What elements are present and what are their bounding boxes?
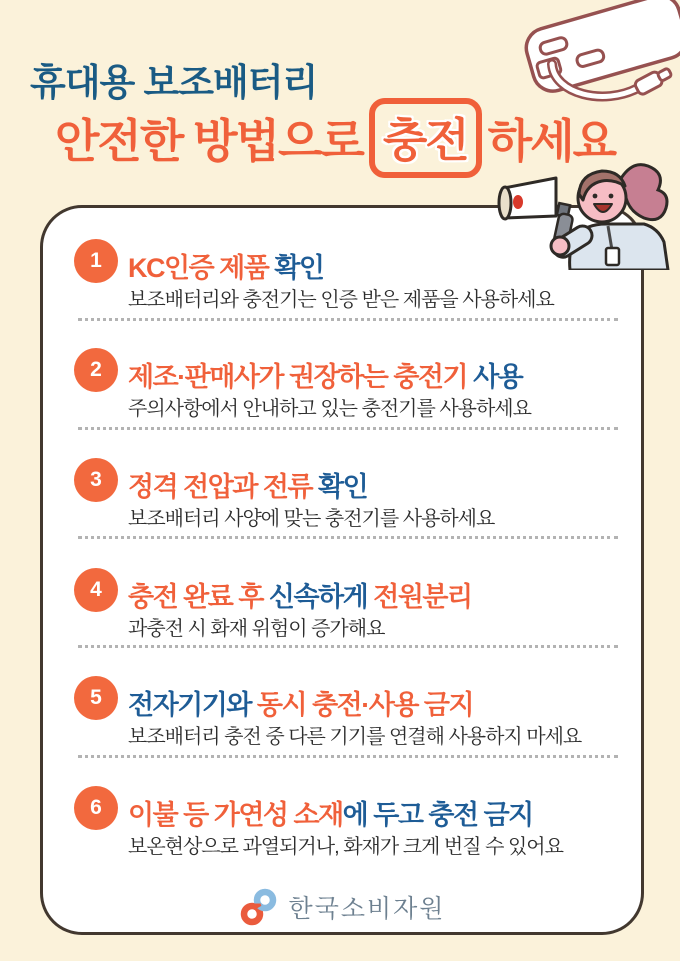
tips-card [40, 205, 644, 935]
dotted-divider [78, 645, 618, 648]
subtitle-boxed-word: 충전 [369, 98, 482, 178]
tip-item-5 [43, 683, 641, 755]
item-title-part: 동시 충전·사용 금지 [256, 690, 474, 720]
item-number-badge: 5 [74, 676, 118, 720]
item-description: 주의사항에서 안내하고 있는 충전기를 사용하세요 [128, 398, 531, 420]
item-title [128, 575, 472, 614]
item-number-badge: 1 [74, 239, 118, 283]
item-title [128, 683, 473, 722]
item-number-badge: 4 [74, 568, 118, 612]
item-title-part: 이불 등 가연성 소재 [128, 800, 343, 830]
item-title-part: 충전 완료 후 [128, 582, 269, 612]
item-description: 과충전 시 화재 위험이 증가해요 [128, 618, 385, 640]
item-title-part: 신속하게 [268, 582, 368, 612]
dotted-divider [78, 536, 618, 539]
item-number-badge: 6 [74, 786, 118, 830]
dotted-divider [78, 755, 618, 758]
item-description: 보조배터리와 충전기는 인증 받은 제품을 사용하세요 [128, 289, 554, 311]
item-description: 보온현상으로 과열되거나, 화재가 크게 번질 수 있어요 [128, 836, 563, 858]
tip-item-2 [43, 355, 641, 427]
org-name: 한국소비자원 [288, 895, 446, 923]
tip-item-4 [43, 575, 641, 647]
item-title-part: 확인 [318, 472, 368, 502]
item-title [128, 355, 522, 394]
item-title [128, 793, 533, 832]
item-title-part: 사용 [473, 362, 523, 392]
item-title-part: 전자기기와 [128, 690, 257, 720]
item-title-part: 정격 전압과 전류 [128, 472, 319, 502]
item-description: 보조배터리 충전 중 다른 기기를 연결해 사용하지 마세요 [128, 726, 582, 748]
item-number-badge: 2 [74, 348, 118, 392]
item-number-badge: 3 [74, 458, 118, 502]
item-title [128, 246, 324, 285]
megaphone-announcer-icon [496, 158, 672, 270]
kca-rings-icon [239, 887, 279, 927]
item-title-part: 에 두고 충전 금지 [342, 800, 533, 830]
subtitle-prefix: 안전한 방법으로 [55, 115, 363, 167]
dotted-divider [78, 318, 618, 321]
item-title [128, 465, 367, 504]
item-title-part: 전원분리 [367, 582, 472, 612]
poster-title: 휴대용 보조배터리 [30, 62, 318, 103]
dotted-divider [78, 427, 618, 430]
item-title-part: KC인증 제품 [128, 253, 275, 283]
footer-logo [43, 884, 641, 930]
subtitle-suffix: 하세요 [487, 115, 616, 167]
item-description: 보조배터리 사양에 맞는 충전기를 사용하세요 [128, 508, 495, 530]
item-title-part: 확인 [274, 253, 324, 283]
item-title-part: 제조·판매사가 권장하는 충전기 [128, 362, 474, 392]
tip-item-3 [43, 465, 641, 537]
tip-item-6 [43, 793, 641, 865]
